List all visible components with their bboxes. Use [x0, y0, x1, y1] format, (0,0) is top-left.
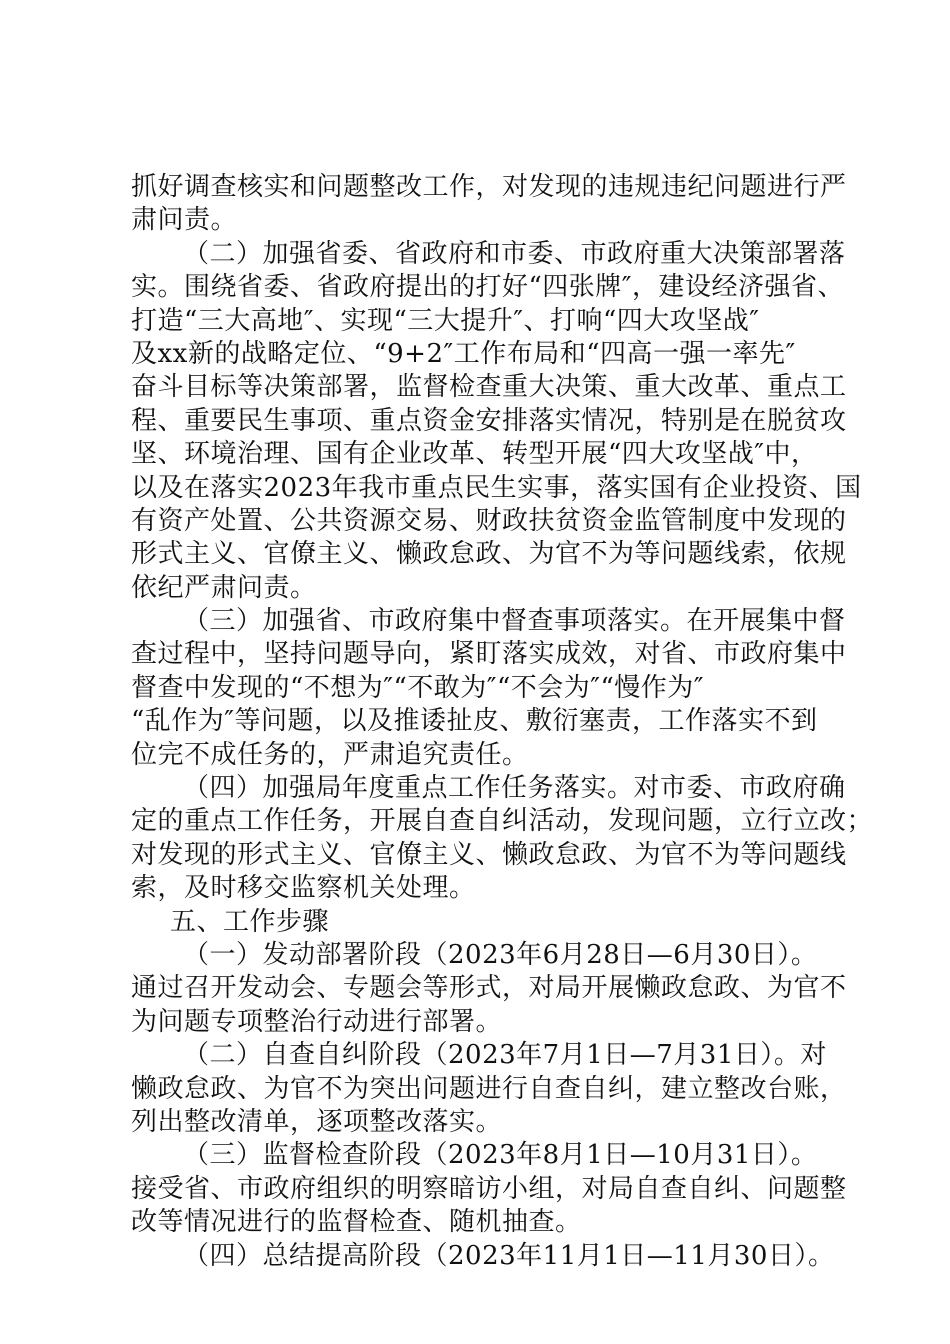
- text-line: （二）自查自纠阶段（2023年7月1日—7月31日）。对: [183, 1040, 827, 1071]
- section-heading: 五、工作步骤: [170, 906, 330, 937]
- text-line: （二）加强省委、省政府和市委、市政府重大决策部署落: [183, 238, 846, 269]
- text-line: 及xx新的战略定位、“9+2″工作布局和“四高一强一率先″: [131, 338, 796, 369]
- text-line: 督查中发现的“不想为″“不敢为″“不会为″“慢作为″: [131, 672, 705, 703]
- text-line: 位完不成任务的，严肃追究责任。: [131, 739, 529, 770]
- text-line: 改等情况进行的监督检查、随机抽查。: [131, 1207, 582, 1238]
- text-line: 肃问责。: [131, 205, 238, 236]
- text-line: （三）加强省、市政府集中督查事项落实。在开展集中督: [183, 606, 846, 637]
- text-line: 坚、环境治理、国有企业改革、转型开展“四大攻坚战″中，: [131, 439, 818, 470]
- text-line: 抓好调查核实和问题整改工作，对发现的违规违纪问题进行严: [131, 172, 847, 202]
- text-line: 接受省、市政府组织的明察暗访小组，对局自查自纠、问题整: [131, 1173, 847, 1204]
- text-line: 对发现的形式主义、官僚主义、懒政怠政、为官不为等问题线: [131, 839, 847, 870]
- document-body: [131, 171, 874, 1273]
- text-line: 实。围绕省委、省政府提出的打好“四张牌″，建设经济强省、: [131, 272, 845, 303]
- text-line: 打造“三大高地″、实现“三大提升″、打响“四大攻坚战″: [131, 305, 760, 336]
- text-line: 懒政怠政、为官不为突出问题进行自查自纠，建立整改台账，: [131, 1073, 847, 1104]
- text-line: 形式主义、官僚主义、懒政怠政、为官不为等问题线索，依规: [131, 539, 847, 570]
- text-line: 定的重点工作任务，开展自查自纠活动，发现问题，立行立改；: [131, 806, 874, 837]
- text-line: 为问题专项整治行动进行部署。: [131, 1006, 503, 1037]
- text-line: 列出整改清单，逐项整改落实。: [131, 1106, 503, 1137]
- text-line: 以及在落实2023年我市重点民生实事，落实国有企业投资、国: [131, 472, 862, 503]
- text-line: （四）总结提高阶段（2023年11月1日—11月30日）。: [183, 1240, 835, 1271]
- text-line: （三）监督检查阶段（2023年8月1日—10月31日）。: [183, 1140, 818, 1171]
- text-line: 通过召开发动会、专题会等形式，对局开展懒政怠政、为官不: [131, 973, 847, 1004]
- text-line: （一）发动部署阶段（2023年6月28日—6月30日）。: [183, 939, 818, 970]
- text-line: 依纪严肃问责。: [131, 572, 317, 603]
- text-line: （四）加强局年度重点工作任务落实。对市委、市政府确: [183, 773, 846, 804]
- text-line: 查过程中，坚持问题导向，紧盯落实成效，对省、市政府集中: [131, 639, 847, 670]
- text-line: 奋斗目标等决策部署，监督检查重大决策、重大改革、重点工: [131, 372, 847, 403]
- text-line: “乱作为″等问题，以及推诿扯皮、敷衍塞责，工作落实不到: [131, 706, 818, 737]
- text-line: 有资产处置、公共资源交易、财政扶贫资金监管制度中发现的: [131, 505, 847, 536]
- text-line: 索，及时移交监察机关处理。: [131, 873, 476, 904]
- text-line: 程、重要民生事项、重点资金安排落实情况，特别是在脱贫攻: [131, 405, 847, 436]
